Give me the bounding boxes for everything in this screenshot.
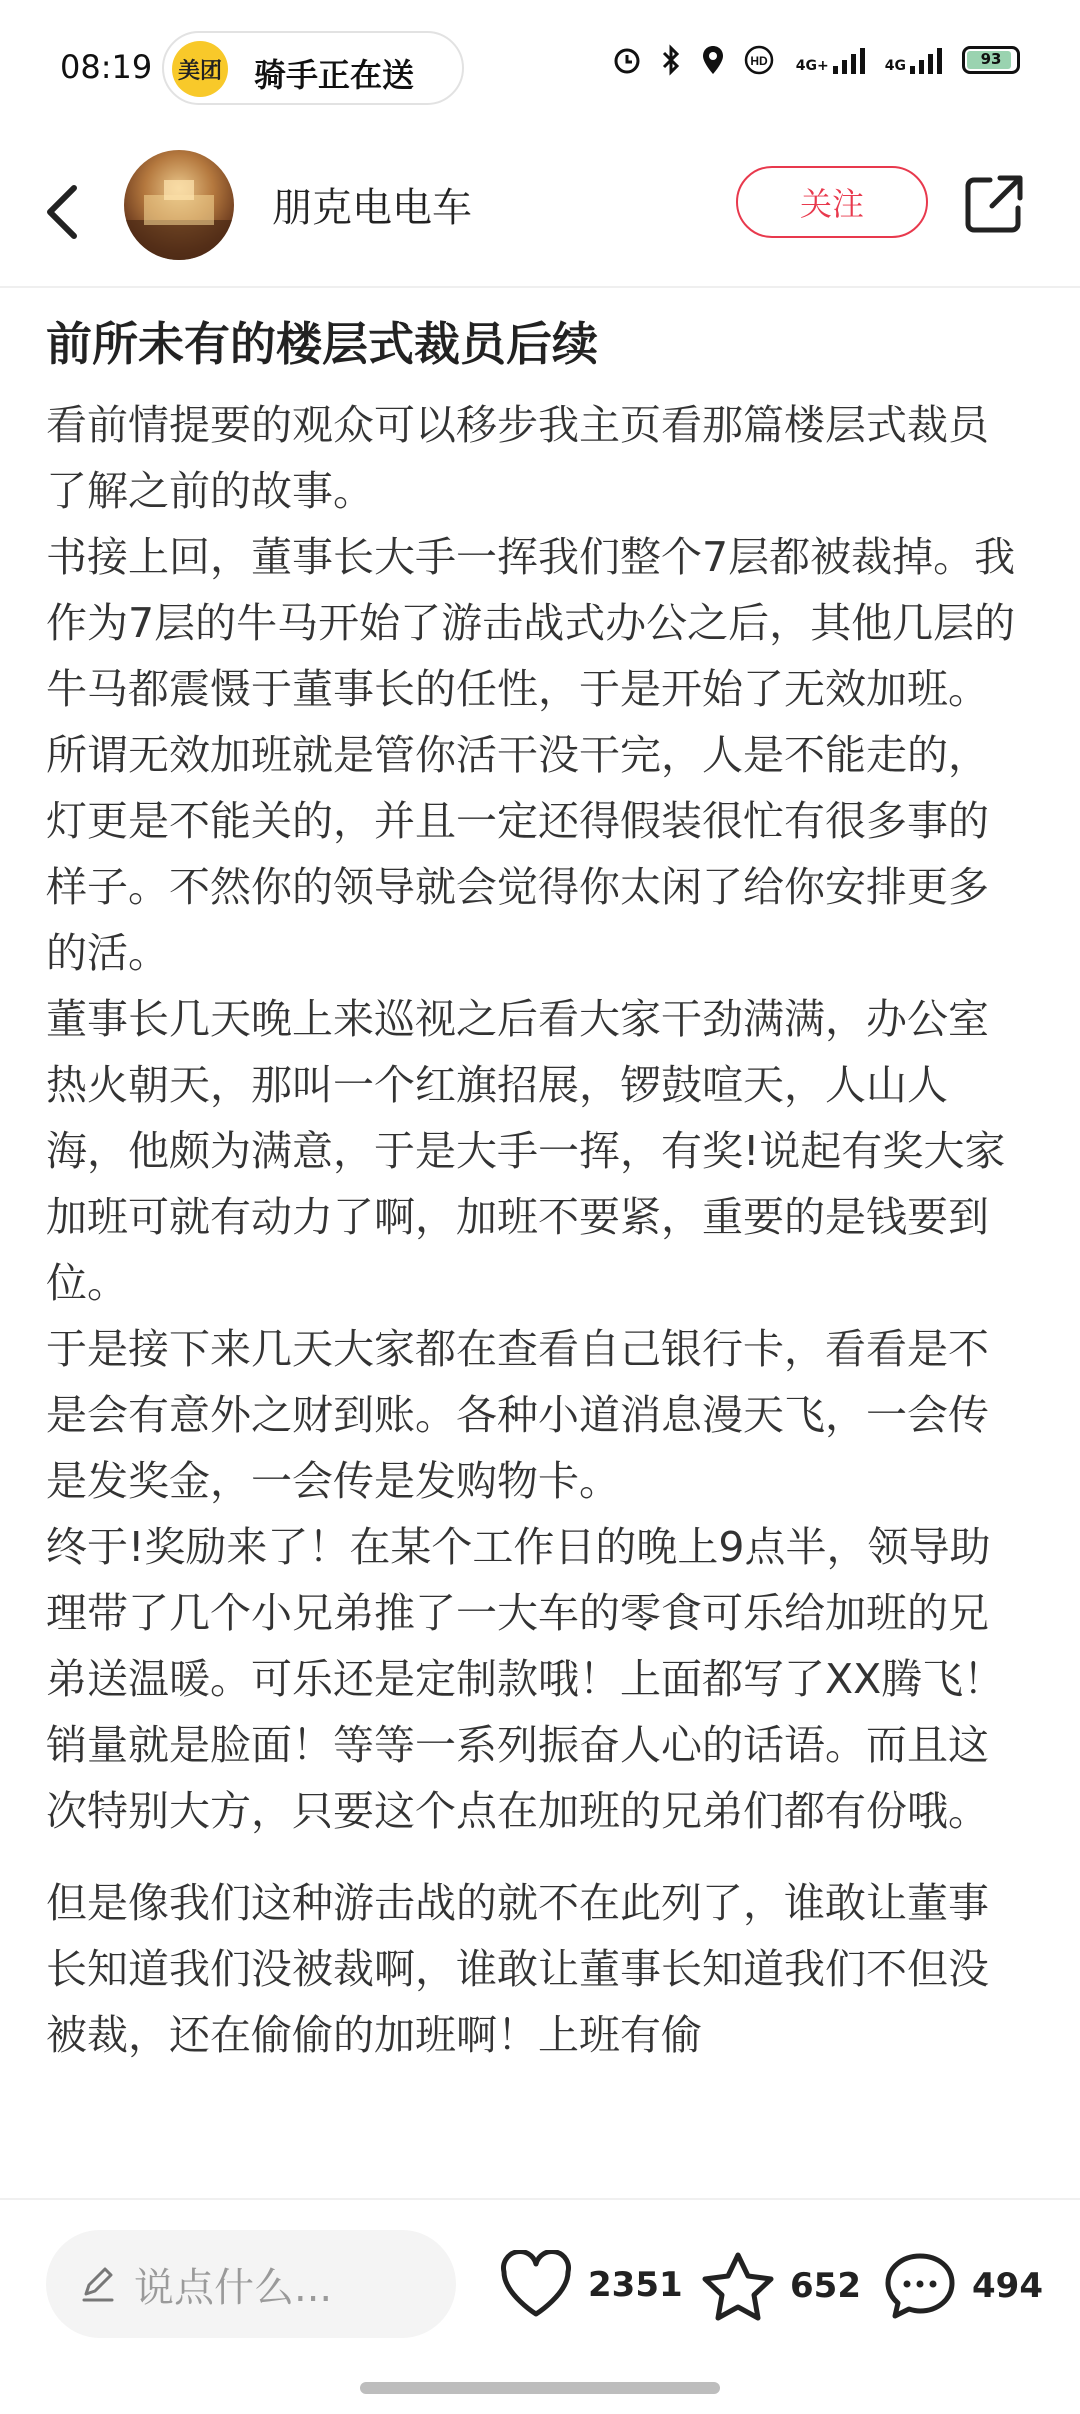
article-body [46, 306, 1026, 2068]
battery-icon [962, 46, 1020, 74]
heart-icon [498, 2250, 574, 2320]
like-count: 2351 [588, 2265, 683, 2305]
share-icon [960, 170, 1028, 238]
back-button[interactable] [36, 170, 96, 250]
article-paragraph: 于是接下来几天大家都在查看自己银行卡，看看是不是会有意外之财到账。各种小道消息漫天飞，一会传是发奖金，一会传是发购物卡。 [46, 1325, 989, 1505]
article-title: 前所未有的楼层式裁员后续 [46, 317, 598, 371]
alarm-icon [612, 45, 642, 75]
meituan-app-icon: 美团 [172, 41, 228, 97]
signal-bars-icon [910, 46, 944, 74]
article-paragraph: 终于!奖励来了！在某个工作日的晚上9点半，领导助理带了几个小兄弟推了一大车的零食可乐给加班的兄弟送温暖。可乐还是定制款哦！上面都写了XX腾飞！销量就是脸面！等等一系列振奋人心的话语。而且这次特别大方，只要这个点在加班的兄弟们都有份哦。 [46, 1523, 1005, 1835]
status-time: 08:19 [60, 48, 153, 86]
share-button[interactable] [960, 170, 1028, 238]
comment-bubble-icon [882, 2250, 958, 2322]
comment-button[interactable] [882, 2250, 1043, 2322]
signal-4g: 4G [885, 46, 944, 74]
author-name[interactable]: 朋克电电车 [272, 185, 472, 231]
article-paragraph: 但是像我们这种游击战的就不在此列了，谁敢让董事长知道我们没被裁啊，谁敢让董事长知道我们不但没被裁，还在偷偷的加班啊！上班有偷 [46, 1879, 989, 2059]
article-paragraph: 董事长几天晚上来巡视之后看大家干劲满满，办公室热火朝天，那叫一个红旗招展，锣鼓喧天，人山人海，他颇为满意，于是大手一挥，有奖!说起有奖大家加班可就有动力了啊，加班不要紧，重要的是钱要到位。 [46, 995, 1006, 1307]
hd-icon [744, 44, 778, 76]
follow-button[interactable]: 关注 [736, 166, 928, 238]
status-icons [612, 44, 1020, 76]
bottom-action-bar [0, 2198, 1080, 2414]
battery-level: 93 [980, 50, 1002, 68]
status-bar [0, 0, 1080, 140]
svg-text:HD: HD [750, 54, 768, 68]
back-arrow-icon [36, 170, 96, 250]
article-paragraph: 书接上回，董事长大手一挥我们整个7层都被裁掉。我作为7层的牛马开始了游击战式办公之后，其他几层的牛马都震慑于董事长的任性，于是开始了无效加班。 [46, 533, 1016, 713]
like-button[interactable] [498, 2250, 683, 2320]
favorite-button[interactable] [700, 2250, 861, 2322]
article-paragraph: 看前情提要的观众可以移步我主页看那篇楼层式裁员了解之前的故事。 [46, 401, 989, 515]
bluetooth-icon [660, 44, 682, 76]
star-icon [700, 2250, 776, 2322]
pencil-icon [78, 2264, 118, 2304]
post-header [0, 140, 1080, 288]
home-indicator[interactable] [360, 2382, 720, 2394]
live-activity-text: 骑手正在送 [254, 56, 415, 94]
location-icon [700, 44, 726, 76]
signal-4g-plus: 4G+ [796, 46, 867, 74]
signal-bars-icon [833, 46, 867, 74]
comment-placeholder: 说点什么... [134, 2264, 333, 2311]
favorite-count: 652 [790, 2266, 861, 2306]
article-paragraph: 所谓无效加班就是管你活干没干完，人是不能走的，灯更是不能关的，并且一定还得假装很忙有很多事的样子。不然你的领导就会觉得你太闲了给你安排更多的活。 [46, 731, 989, 977]
avatar-image [124, 150, 234, 260]
live-activity-pill[interactable] [162, 31, 464, 105]
avatar[interactable] [124, 150, 234, 260]
comment-input[interactable] [46, 2230, 456, 2338]
comment-count: 494 [972, 2266, 1043, 2306]
